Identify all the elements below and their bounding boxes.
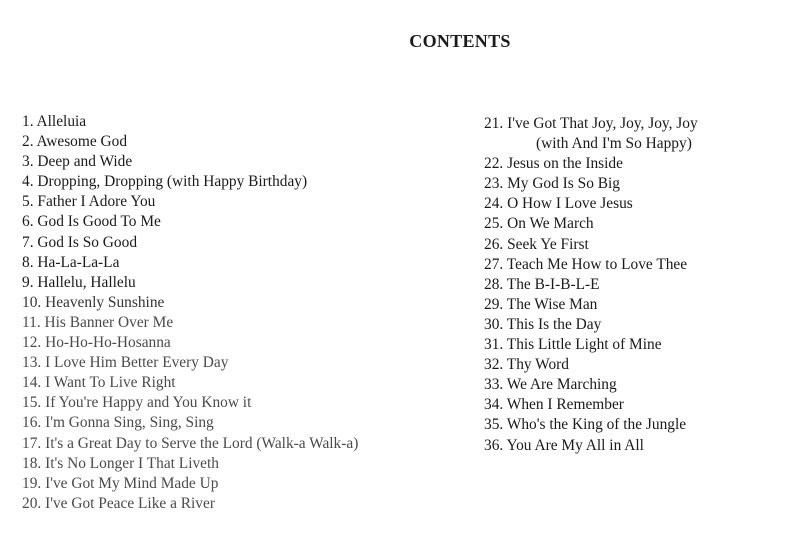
contents-item: 30. This Is the Day bbox=[484, 315, 602, 333]
contents-item: 7. God Is So Good bbox=[22, 233, 138, 251]
contents-item: 9. Hallelu, Hallelu bbox=[22, 273, 136, 291]
contents-column-left bbox=[22, 112, 442, 514]
contents-item: 17. It's a Great Day to Serve the Lord (Walk-a Walk-a) bbox=[22, 434, 359, 452]
contents-item: 2. Awesome God bbox=[22, 133, 128, 151]
contents-item: 6. God Is Good To Me bbox=[22, 213, 161, 231]
contents-item: 19. I've Got My Mind Made Up bbox=[22, 474, 219, 492]
contents-item: 21. I've Got That Joy, Joy, Joy, Joy bbox=[484, 115, 698, 132]
contents-item: 10. Heavenly Sunshine bbox=[22, 293, 165, 311]
contents-item: 16. I'm Gonna Sing, Sing, Sing bbox=[22, 414, 214, 432]
contents-item: 20. I've Got Peace Like a River bbox=[22, 494, 215, 512]
contents-item: 23. My God Is So Big bbox=[484, 175, 620, 193]
contents-item: 4. Dropping, Dropping (with Happy Birthday) bbox=[22, 173, 308, 191]
contents-item: 29. The Wise Man bbox=[484, 295, 598, 313]
contents-item: 35. Who's the King of the Jungle bbox=[484, 416, 687, 434]
contents-item: 26. Seek Ye First bbox=[484, 235, 589, 253]
contents-item: 32. Thy Word bbox=[484, 356, 569, 374]
contents-item: 12. Ho-Ho-Ho-Hosanna bbox=[22, 334, 171, 352]
page-title: CONTENTS bbox=[409, 31, 511, 51]
contents-column-right bbox=[484, 114, 784, 456]
contents-item: 14. I Want To Live Right bbox=[22, 374, 176, 392]
contents-item: 5. Father I Adore You bbox=[22, 193, 156, 211]
contents-item: 28. The B-I-B-L-E bbox=[484, 275, 600, 293]
contents-item: 27. Teach Me How to Love Thee bbox=[484, 255, 688, 273]
contents-item: 33. We Are Marching bbox=[484, 376, 617, 394]
contents-item: 8. Ha-La-La-La bbox=[22, 253, 120, 271]
contents-item: 11. His Banner Over Me bbox=[22, 313, 174, 331]
contents-item: 31. This Little Light of Mine bbox=[484, 336, 662, 354]
contents-item: 22. Jesus on the Inside bbox=[484, 155, 623, 173]
contents-item: 25. On We March bbox=[484, 215, 594, 233]
contents-item: 18. It's No Longer I That Liveth bbox=[22, 454, 219, 472]
contents-item: 1. Alleluia bbox=[22, 113, 87, 130]
contents-item: 34. When I Remember bbox=[484, 396, 624, 414]
contents-item: 13. I Love Him Better Every Day bbox=[22, 354, 229, 372]
contents-item-continuation: (with And I'm So Happy) bbox=[536, 135, 692, 153]
contents-item: 24. O How I Love Jesus bbox=[484, 195, 633, 213]
contents-item: 36. You Are My All in All bbox=[484, 436, 644, 454]
contents-item: 3. Deep and Wide bbox=[22, 153, 133, 171]
contents-item: 15. If You're Happy and You Know it bbox=[22, 394, 252, 412]
